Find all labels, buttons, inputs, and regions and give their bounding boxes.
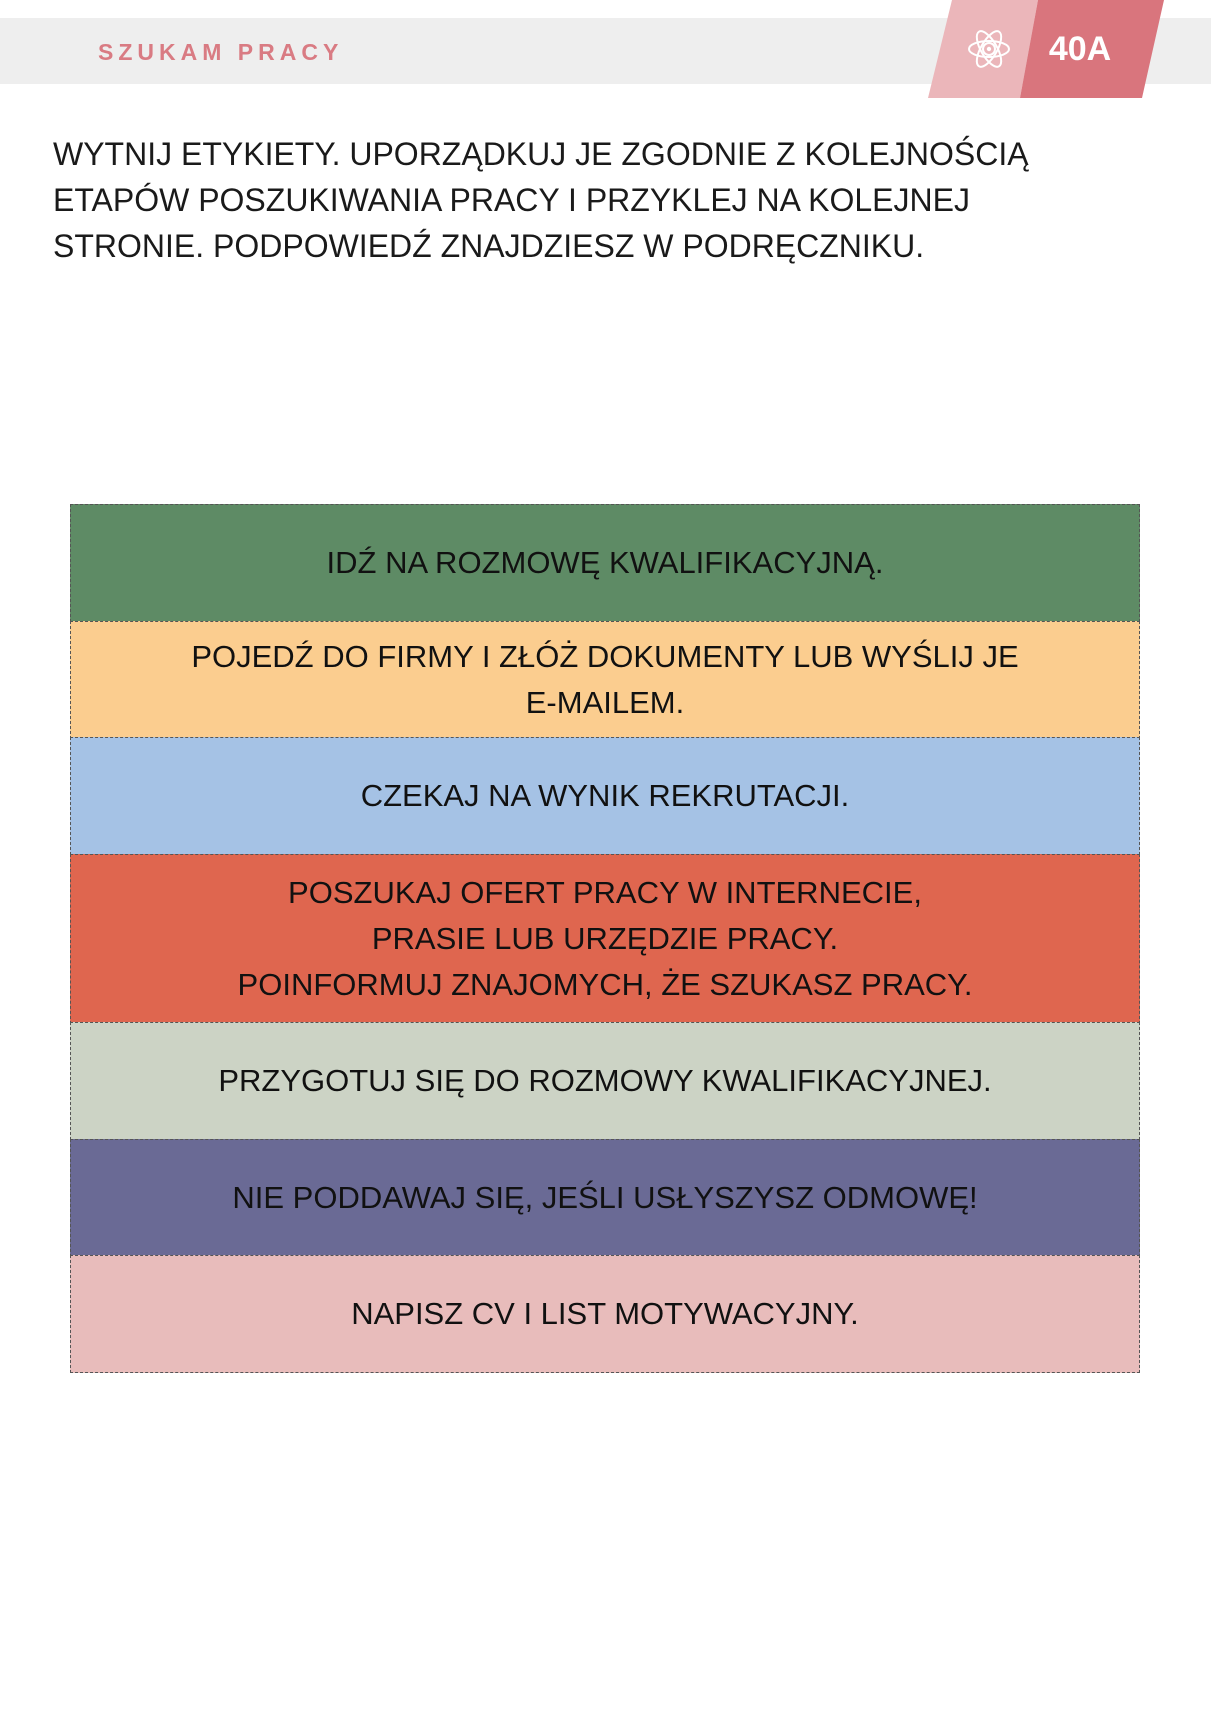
label-text: NAPISZ CV I LIST MOTYWACYJNY.	[351, 1296, 859, 1331]
label-strip[interactable]	[70, 1255, 1140, 1373]
label-text: IDŹ NA ROZMOWĘ KWALIFIKACYJNĄ.	[326, 545, 884, 580]
cut-out-labels	[70, 504, 1140, 1373]
label-text: PRZYGOTUJ SIĘ DO ROZMOWY KWALIFIKACYJNEJ.	[218, 1063, 992, 1098]
label-text: POJEDŹ DO FIRMY I ZŁÓŻ DOKUMENTY LUB WYŚLIJ JE E-MAILEM.	[191, 638, 1019, 720]
label-strip[interactable]	[70, 737, 1140, 855]
label-text: NIE PODDAWAJ SIĘ, JEŚLI USŁYSZYSZ ODMOWĘ!	[232, 1179, 978, 1215]
label-strip[interactable]	[70, 1139, 1140, 1257]
label-strip[interactable]	[70, 621, 1140, 739]
label-strip[interactable]	[70, 854, 1140, 1024]
label-text: CZEKAJ NA WYNIK REKRUTACJI.	[360, 778, 850, 813]
label-strip[interactable]	[70, 504, 1140, 622]
section-title: SZUKAM PRACY	[98, 39, 344, 65]
page-badge	[924, 0, 1164, 98]
label-text: POSZUKAJ OFERT PRACY W INTERNECIE, PRASIE LUB URZĘDZIE PRACY. POINFORMUJ ZNAJOMYCH, ŻE SZUKASZ PRACY.	[237, 874, 973, 1002]
exercise-instruction: WYTNIJ ETYKIETY. UPORZĄDKUJ JE ZGODNIE Z KOLEJNOŚCIĄ ETAPÓW POSZUKIWANIA PRACY I PRZYKLEJ NA KOLEJNEJ STRONIE. PODPOWIEDŹ ZNAJDZIESZ W PODRĘCZNIKU.	[53, 136, 1029, 264]
label-strip[interactable]	[70, 1022, 1140, 1140]
page-number: 40A	[1048, 30, 1112, 68]
atom-logo-icon	[966, 26, 1012, 72]
